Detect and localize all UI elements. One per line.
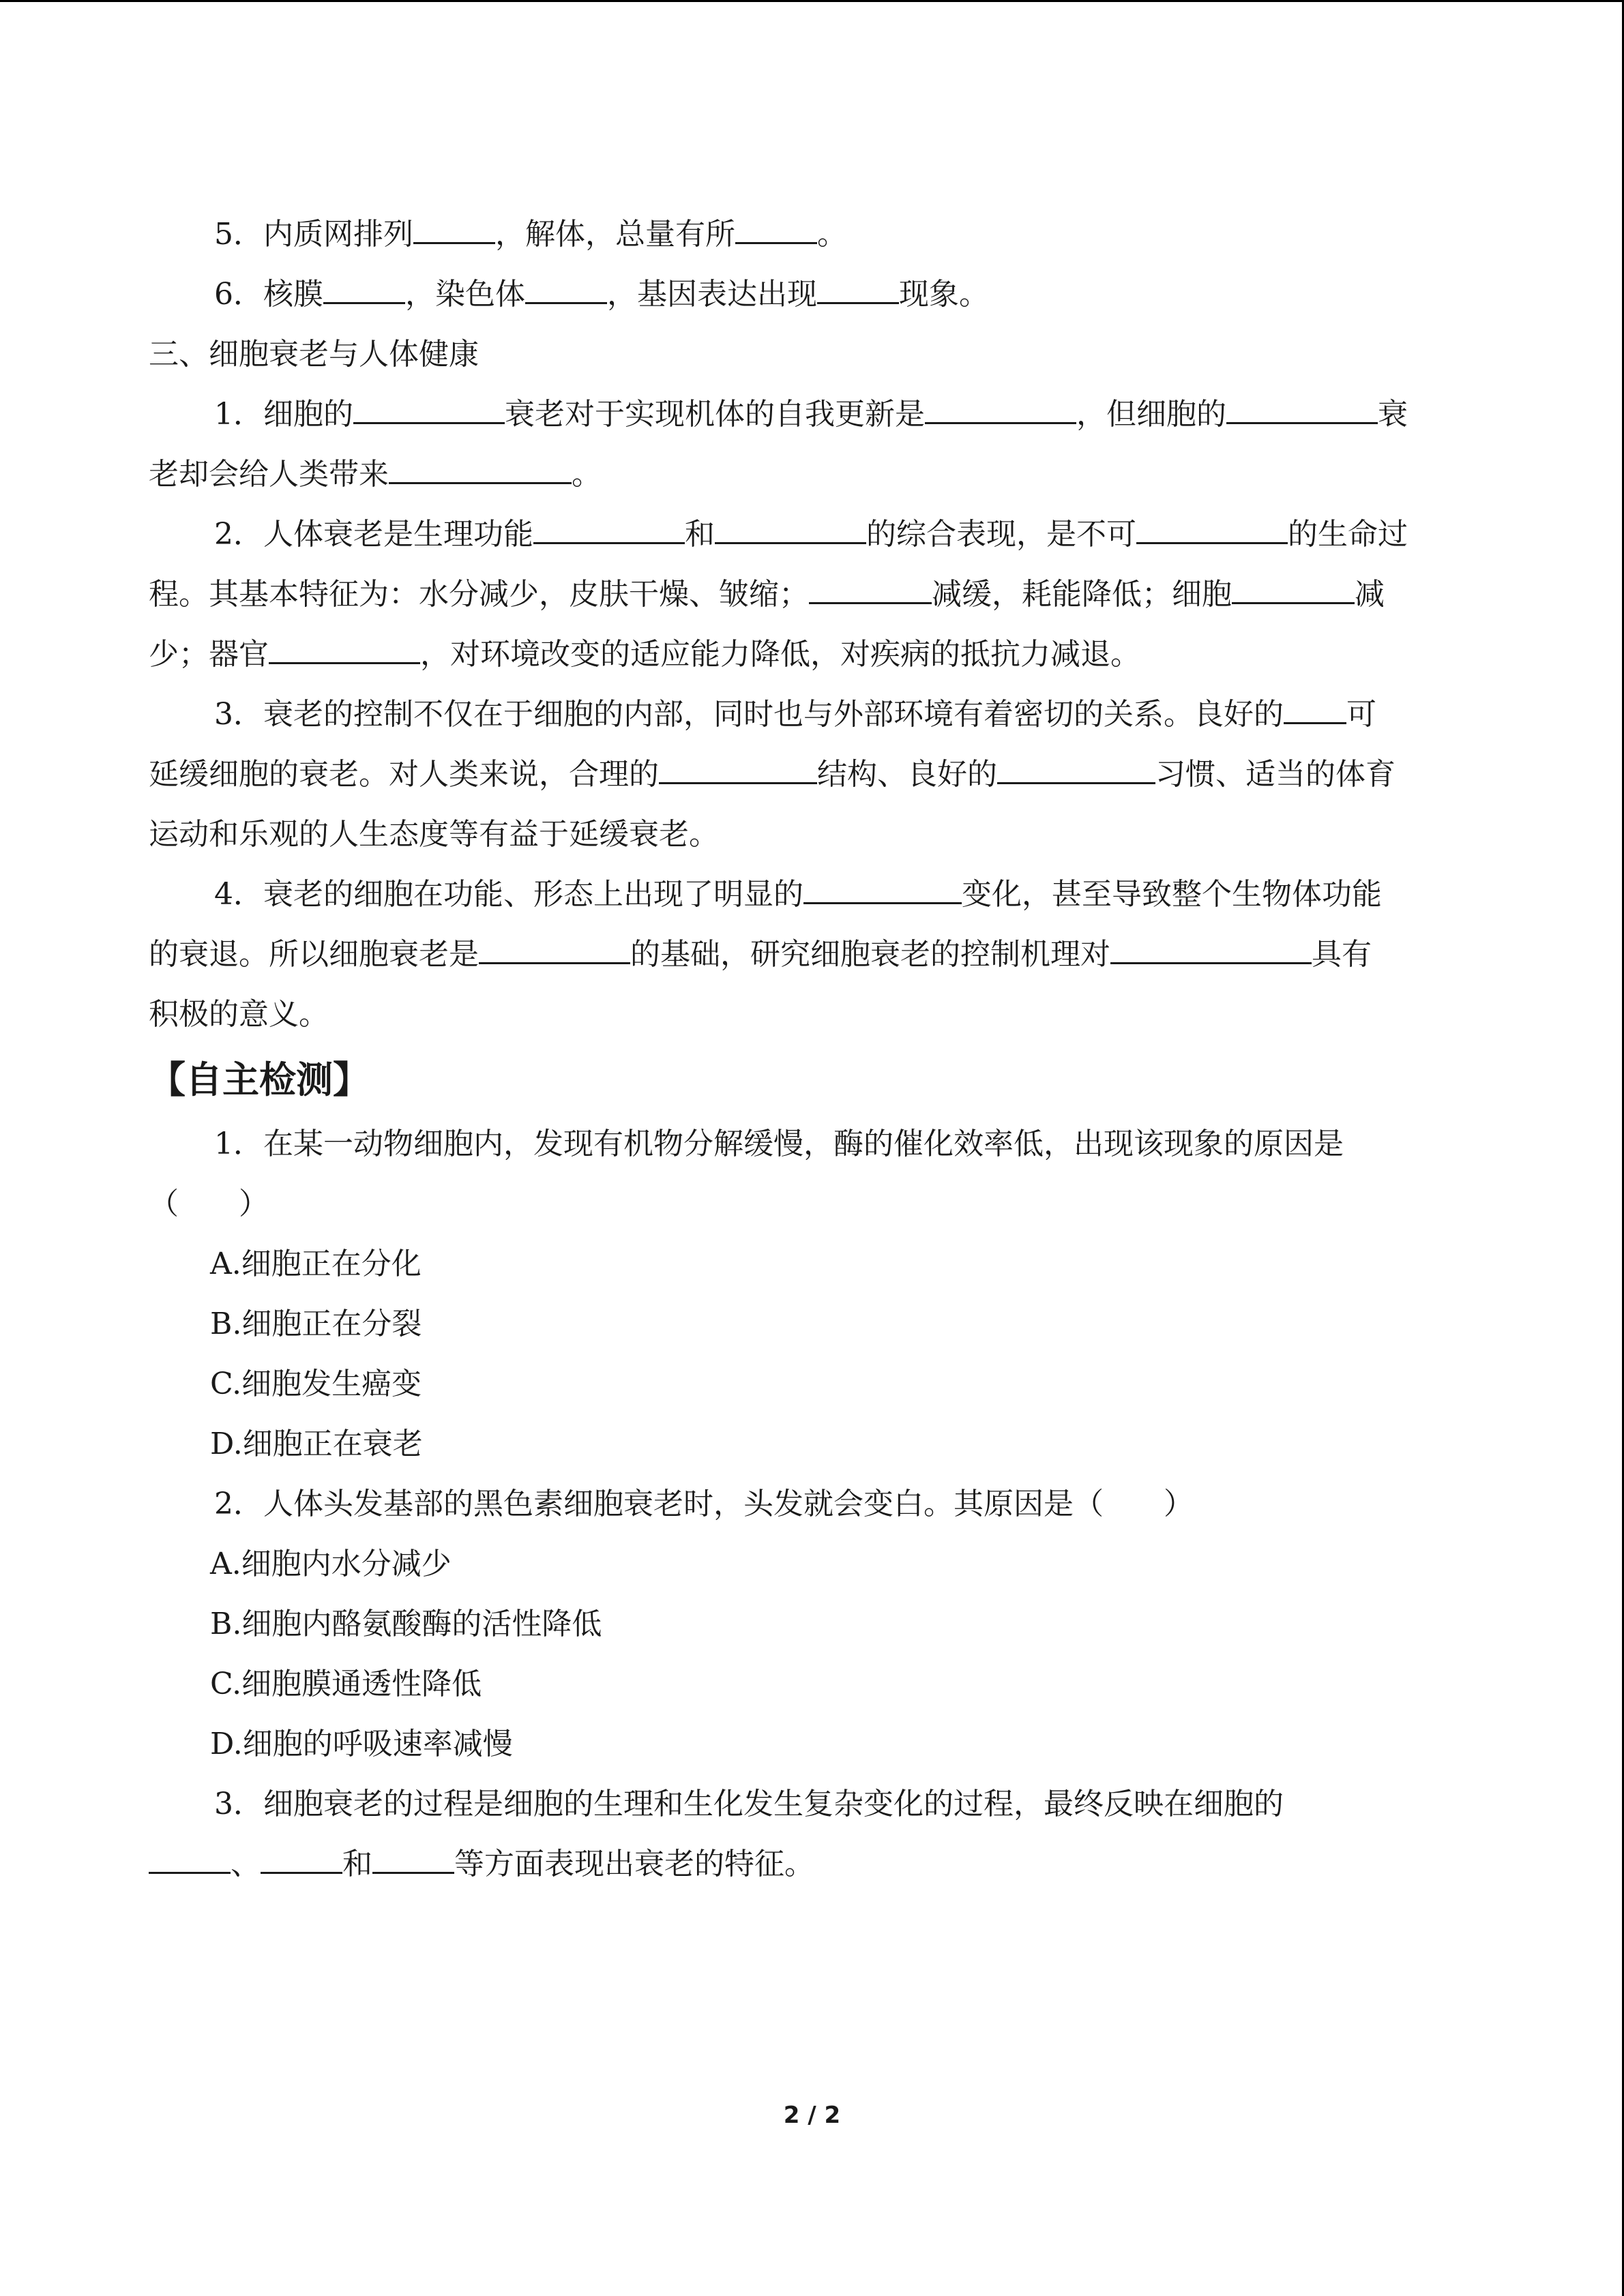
fill-blank[interactable] [715,516,866,544]
fill-blank[interactable] [803,876,962,904]
q1-option-b[interactable]: B.细胞正在分裂 [210,1307,422,1341]
fill-blank[interactable] [479,936,630,964]
self-test-heading: 【自主检测】 [149,1058,370,1101]
fill-blank[interactable] [372,1846,454,1874]
fill-blank[interactable] [1226,396,1378,424]
q2-option-c[interactable]: C.细胞膜通透性降低 [210,1667,482,1701]
fill-blank[interactable] [323,276,405,304]
question-1-paren: （ ） [149,1187,269,1221]
fill-blank[interactable] [1284,696,1346,724]
fill-blank[interactable] [1110,936,1312,964]
para-3-line-1: 3．衰老的控制不仅在于细胞的内部，同时也与外部环境有着密切的关系。良好的 可 [214,697,1376,732]
q1-option-d[interactable]: D.细胞正在衰老 [210,1427,423,1461]
fill-blank[interactable] [735,216,817,244]
para-2-line-3: 少；器官 ，对环境改变的适应能力降低，对疾病的抵抗力减退。 [149,637,1140,672]
page-number: 2 / 2 [783,2102,841,2129]
line-5: 5．内质网排列 ，解体，总量有所 。 [214,217,847,252]
q2-option-d[interactable]: D.细胞的呼吸速率减慢 [210,1727,513,1761]
q1-option-c[interactable]: C.细胞发生癌变 [210,1367,422,1401]
q1-option-a[interactable]: A.细胞正在分化 [210,1247,422,1281]
para-2-line-2: 程。其基本特征为：水分减少，皮肤干燥、皱缩； 减缓，耗能降低；细胞 减 [149,577,1385,612]
question-1: 1．在某一动物细胞内，发现有机物分解缓慢，酶的催化效率低，出现该现象的原因是 [214,1127,1344,1161]
fill-blank[interactable] [533,516,685,544]
para-3-line-3: 运动和乐观的人生态度等有益于延缓衰老。 [149,817,719,852]
fill-blank[interactable] [997,756,1155,784]
question-3-line-2: 、 和 等方面表现出衰老的特征。 [149,1834,1476,1894]
q2-option-b[interactable]: B.细胞内酪氨酸酶的活性降低 [210,1607,602,1641]
fill-blank[interactable] [659,756,817,784]
para-2-line-1: 2．人体衰老是生理功能 和 的综合表现，是不可 的生命过 [214,517,1408,552]
para-4-line-2: 的衰退。所以细胞衰老是 的基础，研究细胞衰老的控制机理对 具有 [149,937,1372,972]
para-3-line-2: 延缓细胞的衰老。对人类来说，合理的 结构、良好的 习惯、适当的体育 [149,757,1396,792]
fill-blank[interactable] [925,396,1076,424]
fill-blank[interactable] [1136,516,1288,544]
document-body [149,205,1476,1894]
para-4-line-3: 积极的意义。 [149,997,329,1032]
fill-blank[interactable] [149,1846,231,1874]
fill-blank[interactable] [1232,576,1355,604]
section-3-title: 三、细胞衰老与人体健康 [149,337,479,372]
fill-blank[interactable] [817,276,899,304]
line-6: 6．核膜 ，染色体 ，基因表达出现 现象。 [214,277,989,312]
top-border [0,0,1624,2]
para-4-line-1: 4．衰老的细胞在功能、形态上出现了明显的 变化，甚至导致整个生物体功能 [214,877,1382,912]
fill-blank[interactable] [269,636,420,664]
fill-blank[interactable] [261,1846,342,1874]
q2-option-a[interactable]: A.细胞内水分减少 [210,1547,452,1581]
fill-blank[interactable] [389,456,572,484]
fill-blank[interactable] [525,276,607,304]
question-3: 3．细胞衰老的过程是细胞的生理和生化发生复杂变化的过程，最终反映在细胞的 [214,1787,1284,1821]
fill-blank[interactable] [353,396,505,424]
fill-blank[interactable] [809,576,932,604]
para-1-line-1: 1．细胞的 衰老对于实现机体的自我更新是 ，但细胞的 衰 [214,397,1408,432]
fill-blank[interactable] [413,216,495,244]
para-1-line-2: 老却会给人类带来 。 [149,457,602,492]
question-2: 2．人体头发基部的黑色素细胞衰老时，头发就会变白。其原因是（ ） [214,1487,1194,1521]
